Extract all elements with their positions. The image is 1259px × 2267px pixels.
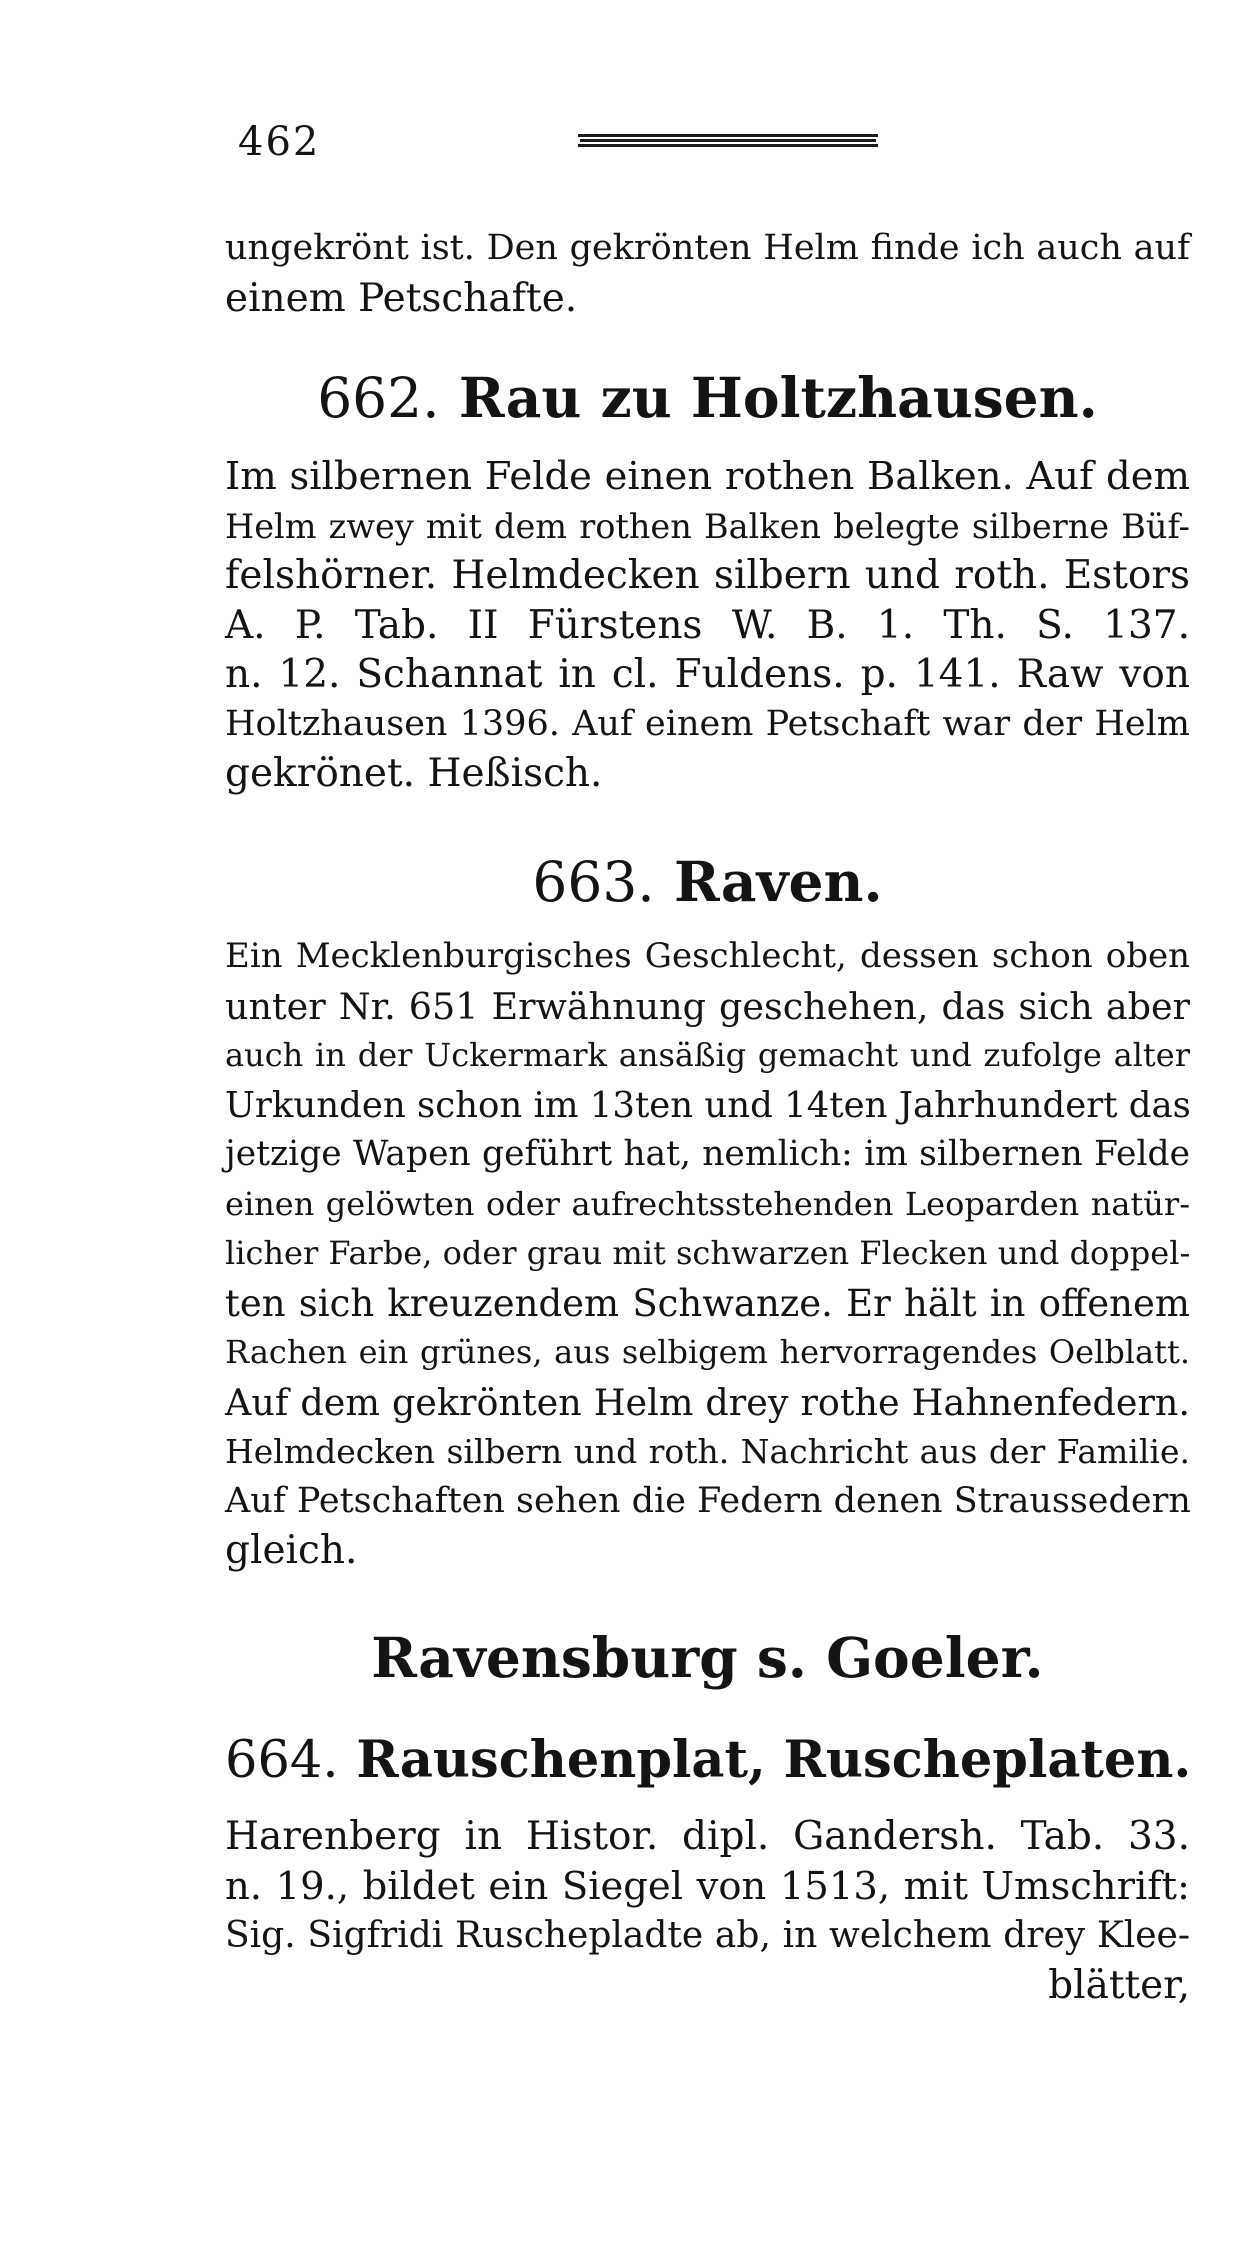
text-line: jetzige Wapen geführt hat, nemlich: im silbernen Felde <box>225 1134 1190 1174</box>
intro-paragraph <box>225 224 1190 323</box>
text-line: gekrönet. Heßisch. <box>225 751 603 796</box>
entry-heading <box>225 850 1190 914</box>
text-line: A. P. Tab. II Fürstens W. B. 1. Th. S. 137. <box>225 602 1190 648</box>
text-line: einen gelöwten oder aufrechtsstehenden Leoparden natür- <box>225 1184 1190 1223</box>
text-line: Auf dem gekrönten Helm drey rothe Hahnenfedern. <box>225 1380 1190 1424</box>
text-line: licher Farbe, oder grau mit schwarzen Flecken und doppel- <box>225 1234 1191 1272</box>
entry-number: 664. <box>225 1731 339 1790</box>
entry-title: Rau zu Holtzhausen. <box>458 365 1098 430</box>
entry-title: Raven. <box>673 849 883 914</box>
entry-body <box>225 1812 1190 2010</box>
text-line: Helm zwey mit dem rothen Balken belegte silberne Büf- <box>225 506 1190 546</box>
text-line: Sig. Sigfridi Ruschepladte ab, in welchem drey Klee- <box>225 1915 1190 1956</box>
rule-line <box>578 134 878 137</box>
text-line: Auf Petschaften sehen die Federn denen Straussedern <box>225 1480 1191 1521</box>
entry-title: Ravensburg s. Goeler. <box>371 1625 1044 1690</box>
entry-number: 662. <box>317 366 440 430</box>
entry-number: 663. <box>532 850 655 914</box>
text-line: Rachen ein grünes, aus selbigem hervorragendes Oelblatt. <box>225 1333 1190 1371</box>
page-number: 462 <box>238 119 321 165</box>
entry-body <box>225 452 1190 799</box>
rule-line <box>580 139 876 142</box>
text-line: Helmdecken silbern und roth. Nachricht aus der Familie. <box>225 1432 1190 1471</box>
text-line: gleich. <box>225 1528 358 1573</box>
text-line: Holtzhausen 1396. Auf einem Petschaft war der Helm <box>225 703 1190 744</box>
text-line: auch in der Uckermark ansäßig gemacht und zufolge alter <box>225 1036 1190 1074</box>
text-line: einem Petschafte. <box>225 275 578 321</box>
text-line: Im silbernen Felde einen rothen Balken. Auf dem <box>225 454 1190 499</box>
entry-heading <box>225 366 1190 430</box>
text-line: Urkunden schon im 13ten und 14ten Jahrhundert das <box>225 1084 1191 1126</box>
catchword: blätter, <box>1048 1962 1190 2008</box>
cross-reference-heading <box>225 1626 1190 1690</box>
text-line: ten sich kreuzendem Schwanze. Er hält in offenem <box>225 1281 1190 1325</box>
text-line: felshörner. Helmdecken silbern und roth. Estors <box>225 553 1190 598</box>
rule-line <box>578 144 878 147</box>
text-line: unter Nr. 651 Erwähnung geschehen, das sich aber <box>225 984 1190 1028</box>
text-line: Ein Mecklenburgisches Geschlecht, dessen schon oben <box>225 936 1190 976</box>
text-line: Harenberg in Histor. dipl. Gandersh. Tab. 33. <box>225 1814 1190 1859</box>
entry-heading <box>225 1728 1190 1793</box>
entry-title: Rauschenplat, Ruscheplaten. <box>356 1730 1192 1790</box>
header-ornament-rule <box>578 134 878 148</box>
text-line: n. 12. Schannat in cl. Fuldens. p. 141. Raw von <box>225 652 1190 697</box>
text-line: n. 19., bildet ein Siegel von 1513, mit Umschrift: <box>225 1863 1190 1909</box>
text-line: ungekrönt ist. Den gekrönten Helm finde ich auch auf <box>225 228 1190 268</box>
entry-body <box>225 932 1190 1576</box>
